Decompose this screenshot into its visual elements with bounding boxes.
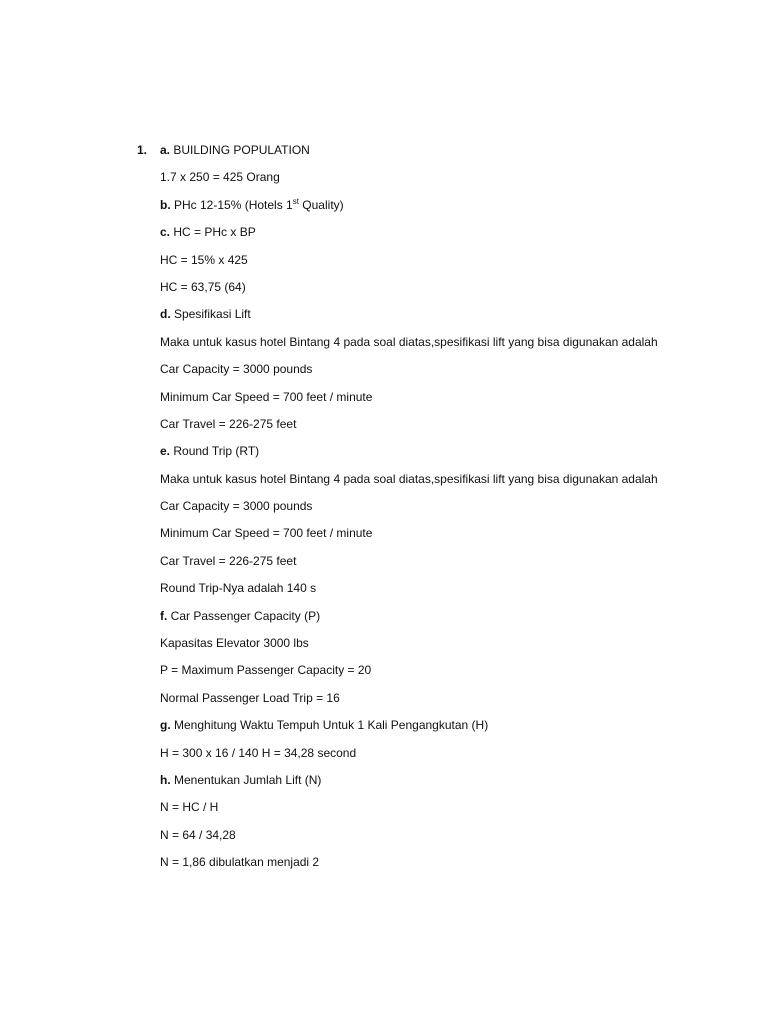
line-text: Quality) <box>298 197 344 212</box>
line-text: Car Passenger Capacity (P) <box>167 608 321 623</box>
section-marker: b. <box>160 197 171 212</box>
line-text: H = 300 x 16 / 140 H = 34,28 second <box>160 745 357 760</box>
document-line <box>160 525 720 541</box>
line-text: Minimum Car Speed = 700 feet / minute <box>160 526 373 541</box>
document-line <box>160 799 720 815</box>
document-line <box>160 553 720 569</box>
line-text: N = 64 / 34,28 <box>160 827 236 842</box>
line-text: Menghitung Waktu Tempuh Untuk 1 Kali Pengangkutan (H) <box>170 718 489 733</box>
document-line <box>160 306 720 322</box>
line-text: P = Maximum Passenger Capacity = 20 <box>160 663 372 678</box>
line-text: Maka untuk kasus hotel Bintang 4 pada soal diatas,spesifikasi lift yang bisa digunakan adalah <box>160 471 658 486</box>
list-item-number: 1. <box>137 143 148 157</box>
line-text: Car Capacity = 3000 pounds <box>160 362 313 377</box>
document-line <box>160 854 720 870</box>
line-text: N = 1,86 dibulatkan menjadi 2 <box>160 855 320 870</box>
section-marker: f. <box>160 608 168 623</box>
document-line <box>160 416 720 432</box>
document-line <box>160 608 720 624</box>
line-text: Car Travel = 226-275 feet <box>160 416 297 431</box>
document-line <box>160 745 720 761</box>
section-marker: d. <box>160 307 171 322</box>
document-line <box>160 142 720 158</box>
document-content <box>160 142 720 882</box>
document-line <box>160 443 720 459</box>
line-text: Round Trip (RT) <box>170 444 260 459</box>
document-line <box>160 279 720 295</box>
line-text: Minimum Car Speed = 700 feet / minute <box>160 389 373 404</box>
document-line <box>160 471 720 487</box>
line-text: Normal Passenger Load Trip = 16 <box>160 690 340 705</box>
document-line <box>160 498 720 514</box>
line-text: BUILDING POPULATION <box>170 143 310 157</box>
line-text: HC = 63,75 (64) <box>160 279 246 294</box>
document-line <box>160 252 720 268</box>
superscript-text: st <box>292 196 299 206</box>
line-text: Car Travel = 226-275 feet <box>160 553 297 568</box>
document-line <box>160 580 720 596</box>
line-text: Maka untuk kasus hotel Bintang 4 pada soal diatas,spesifikasi lift yang bisa digunakan adalah <box>160 334 658 349</box>
line-text: PHc 12-15% (Hotels 1 <box>170 197 293 212</box>
document-line <box>160 827 720 843</box>
document-line <box>160 361 720 377</box>
document-line <box>160 169 720 185</box>
document-line <box>160 717 720 733</box>
section-marker: g. <box>160 718 171 733</box>
section-marker: e. <box>160 444 171 459</box>
line-text: Menentukan Jumlah Lift (N) <box>170 772 322 787</box>
line-text: Spesifikasi Lift <box>170 307 251 322</box>
line-text: 1.7 x 250 = 425 Orang <box>160 170 280 185</box>
section-marker: h. <box>160 772 171 787</box>
document-line <box>160 690 720 706</box>
document-line <box>160 334 720 350</box>
section-marker: a. <box>160 143 171 157</box>
line-text: Kapasitas Elevator 3000 lbs <box>160 636 309 651</box>
document-line <box>160 662 720 678</box>
line-text: Round Trip-Nya adalah 140 s <box>160 581 317 596</box>
line-text: Car Capacity = 3000 pounds <box>160 499 313 514</box>
document-line <box>160 389 720 405</box>
document-line <box>160 224 720 240</box>
document-line <box>160 772 720 788</box>
line-text: HC = PHc x BP <box>170 225 256 240</box>
document-line <box>160 197 720 213</box>
section-marker: c. <box>160 225 171 240</box>
line-text: HC = 15% x 425 <box>160 252 248 267</box>
document-line <box>160 635 720 651</box>
line-text: N = HC / H <box>160 800 219 815</box>
